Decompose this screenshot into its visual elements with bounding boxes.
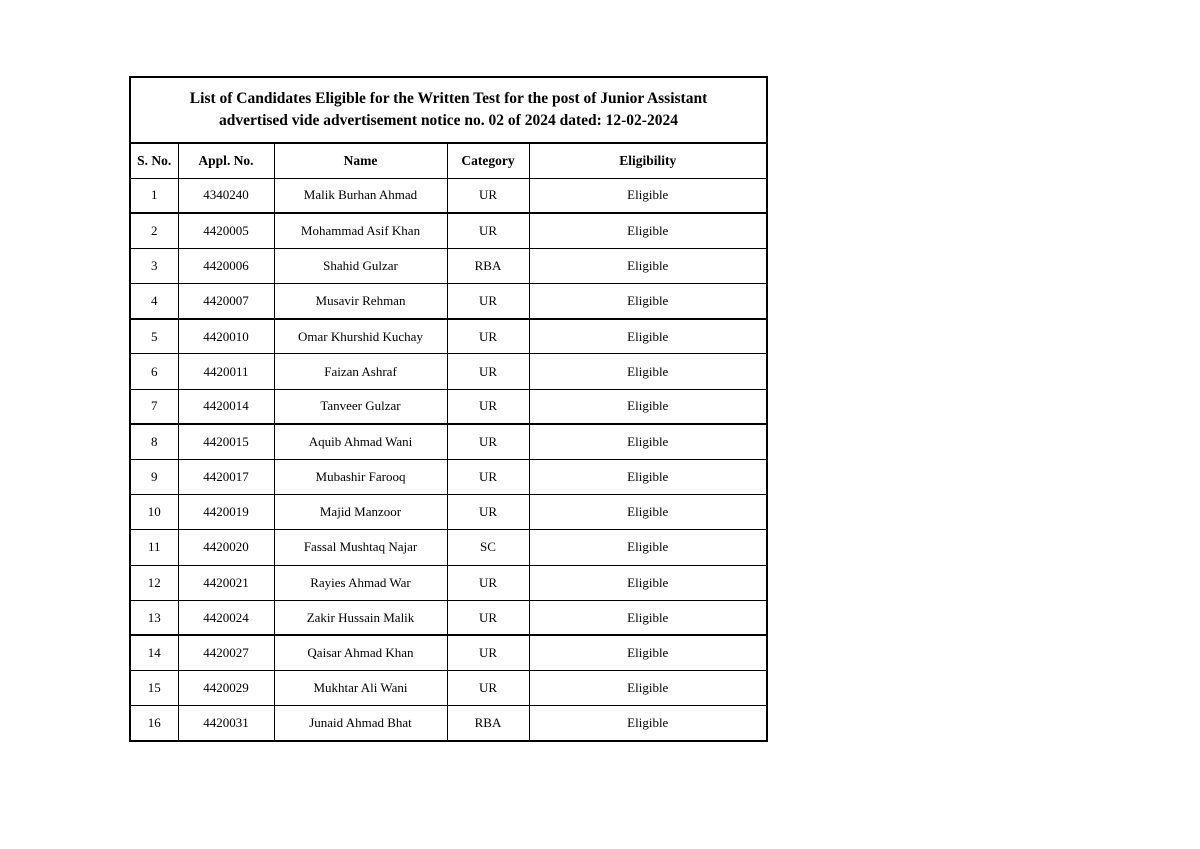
cell-category: RBA [447, 706, 529, 741]
header-eligibility: Eligibility [529, 143, 767, 178]
cell-category: UR [447, 424, 529, 459]
cell-appl-no: 4420020 [178, 530, 274, 565]
cell-category: UR [447, 460, 529, 495]
cell-name: Faizan Ashraf [274, 354, 447, 389]
cell-name: Omar Khurshid Kuchay [274, 319, 447, 354]
cell-sno: 9 [130, 460, 178, 495]
cell-appl-no: 4420027 [178, 635, 274, 670]
cell-appl-no: 4420017 [178, 460, 274, 495]
cell-eligibility: Eligible [529, 178, 767, 213]
header-sno: S. No. [130, 143, 178, 178]
cell-name: Majid Manzoor [274, 495, 447, 530]
cell-category: UR [447, 600, 529, 635]
cell-appl-no: 4420006 [178, 248, 274, 283]
cell-sno: 16 [130, 706, 178, 741]
cell-eligibility: Eligible [529, 460, 767, 495]
cell-name: Aquib Ahmad Wani [274, 424, 447, 459]
header-name: Name [274, 143, 447, 178]
cell-name: Zakir Hussain Malik [274, 600, 447, 635]
title-line-2: advertised vide advertisement notice no. 02 of 2024 dated: 12-02-2024 [219, 112, 678, 129]
cell-sno: 14 [130, 635, 178, 670]
cell-category: UR [447, 213, 529, 248]
cell-name: Junaid Ahmad Bhat [274, 706, 447, 741]
cell-appl-no: 4420031 [178, 706, 274, 741]
cell-eligibility: Eligible [529, 635, 767, 670]
table-row [130, 319, 767, 354]
cell-appl-no: 4420007 [178, 284, 274, 319]
cell-appl-no: 4340240 [178, 178, 274, 213]
cell-sno: 8 [130, 424, 178, 459]
cell-eligibility: Eligible [529, 706, 767, 741]
cell-eligibility: Eligible [529, 319, 767, 354]
cell-name: Rayies Ahmad War [274, 565, 447, 600]
cell-category: UR [447, 284, 529, 319]
table-row [130, 248, 767, 283]
cell-eligibility: Eligible [529, 671, 767, 706]
cell-appl-no: 4420014 [178, 389, 274, 424]
candidates-table [129, 76, 768, 742]
cell-eligibility: Eligible [529, 530, 767, 565]
cell-sno: 13 [130, 600, 178, 635]
cell-category: UR [447, 178, 529, 213]
cell-name: Mukhtar Ali Wani [274, 671, 447, 706]
cell-eligibility: Eligible [529, 424, 767, 459]
header-category: Category [447, 143, 529, 178]
table-row [130, 460, 767, 495]
header-row [130, 143, 767, 178]
cell-eligibility: Eligible [529, 600, 767, 635]
cell-sno: 5 [130, 319, 178, 354]
cell-eligibility: Eligible [529, 284, 767, 319]
document-title [130, 77, 767, 143]
table-row [130, 706, 767, 741]
cell-eligibility: Eligible [529, 565, 767, 600]
cell-eligibility: Eligible [529, 495, 767, 530]
cell-appl-no: 4420024 [178, 600, 274, 635]
cell-sno: 6 [130, 354, 178, 389]
cell-sno: 10 [130, 495, 178, 530]
cell-category: UR [447, 565, 529, 600]
table-row [130, 178, 767, 213]
cell-appl-no: 4420010 [178, 319, 274, 354]
cell-name: Mohammad Asif Khan [274, 213, 447, 248]
cell-name: Malik Burhan Ahmad [274, 178, 447, 213]
cell-category: UR [447, 495, 529, 530]
cell-name: Shahid Gulzar [274, 248, 447, 283]
cell-category: UR [447, 389, 529, 424]
cell-eligibility: Eligible [529, 354, 767, 389]
header-appl-no: Appl. No. [178, 143, 274, 178]
cell-category: UR [447, 354, 529, 389]
cell-eligibility: Eligible [529, 213, 767, 248]
cell-sno: 2 [130, 213, 178, 248]
cell-eligibility: Eligible [529, 389, 767, 424]
cell-category: SC [447, 530, 529, 565]
table-row [130, 671, 767, 706]
cell-sno: 3 [130, 248, 178, 283]
cell-category: UR [447, 319, 529, 354]
cell-name: Musavir Rehman [274, 284, 447, 319]
table-row [130, 389, 767, 424]
cell-appl-no: 4420005 [178, 213, 274, 248]
table-row [130, 213, 767, 248]
cell-category: UR [447, 671, 529, 706]
table-row [130, 424, 767, 459]
cell-appl-no: 4420021 [178, 565, 274, 600]
cell-sno: 1 [130, 178, 178, 213]
cell-sno: 7 [130, 389, 178, 424]
table-row [130, 530, 767, 565]
cell-sno: 4 [130, 284, 178, 319]
cell-sno: 11 [130, 530, 178, 565]
cell-category: RBA [447, 248, 529, 283]
cell-sno: 15 [130, 671, 178, 706]
cell-name: Mubashir Farooq [274, 460, 447, 495]
cell-category: UR [447, 635, 529, 670]
cell-appl-no: 4420015 [178, 424, 274, 459]
cell-appl-no: 4420019 [178, 495, 274, 530]
table-row [130, 284, 767, 319]
cell-name: Qaisar Ahmad Khan [274, 635, 447, 670]
cell-name: Fassal Mushtaq Najar [274, 530, 447, 565]
cell-appl-no: 4420029 [178, 671, 274, 706]
table-row [130, 600, 767, 635]
cell-appl-no: 4420011 [178, 354, 274, 389]
cell-eligibility: Eligible [529, 248, 767, 283]
table-row [130, 565, 767, 600]
table-row [130, 495, 767, 530]
cell-name: Tanveer Gulzar [274, 389, 447, 424]
cell-sno: 12 [130, 565, 178, 600]
title-line-1: List of Candidates Eligible for the Written Test for the post of Junior Assistant [189, 90, 708, 107]
table-row [130, 635, 767, 670]
table-row [130, 354, 767, 389]
